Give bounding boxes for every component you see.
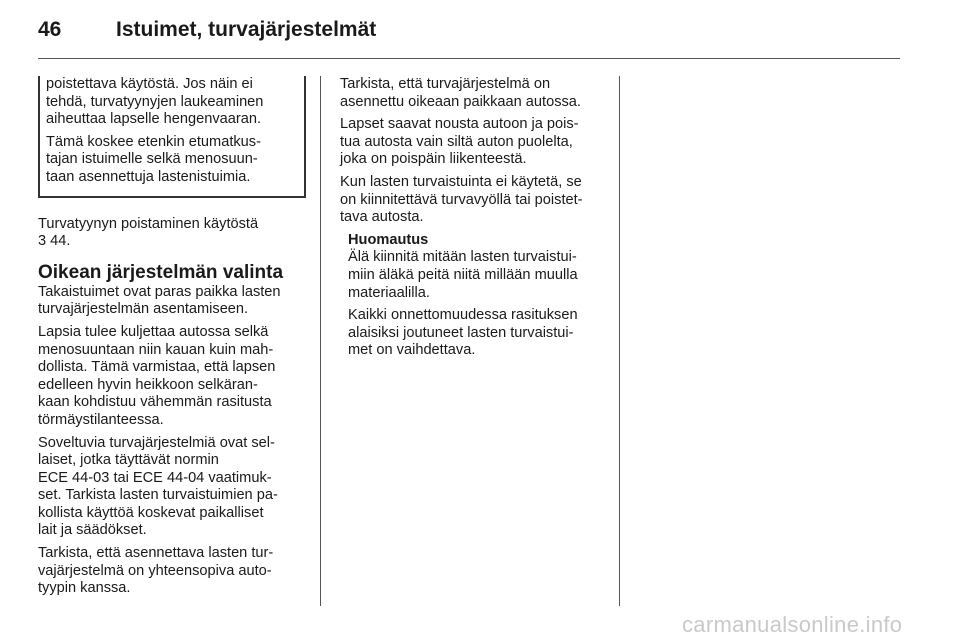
paragraph: Tarkista, että asennettava lasten tur- vajärjestelmä on yhteensopiva auto- tyypin kanssa. — [38, 545, 274, 597]
section-heading: Oikean järjestelmän valinta — [38, 261, 284, 283]
warning-box — [38, 76, 306, 198]
note-block — [340, 232, 608, 360]
paragraph: Soveltuvia turvajärjestelmiä ovat sel- laiset, jotka täyttävät normin ECE 44-03 tai ECE 44-04 vaatimuk- set. Tarkista lasten turvaistuimien pa- kollista käyttöä koskevat paikalliset lait ja säädökset. — [38, 434, 278, 539]
warning-paragraph-1: poistettava käytöstä. Jos näin ei tehdä, turvatyynyjen laukeaminen aiheuttaa lapselle hengenvaaran. — [46, 76, 264, 128]
page-title: Istuimet, turvajärjestelmät — [116, 18, 377, 41]
column-divider-1 — [320, 76, 321, 606]
paragraph: Lapsia tulee kuljettaa autossa selkä menosuuntaan niin kauan kuin mah- dollista. Tämä varmistaa, että lapsen edelleen hyvin heikkoon selkäran- kaan kohdistuu vähemmän rasitusta törmäystilanteessa. — [38, 323, 276, 428]
header-divider — [38, 58, 900, 59]
note-title: Huomautus — [348, 231, 429, 248]
column-left — [38, 76, 306, 603]
paragraph: Takaistuimet ovat paras paikka lasten turvajärjestelmän asentamiseen. — [38, 283, 281, 318]
column-middle — [340, 76, 608, 365]
reference-page-link[interactable]: 44. — [46, 233, 71, 250]
paragraph: Lapset saavat nousta autoon ja pois- tua autosta vain siltä auton puolelta, joka on poispäin liikenteestä. — [340, 116, 579, 168]
note-paragraph-1: Älä kiinnitä mitään lasten turvaistui- miin äläkä peitä niitä millään muulla materiaalilla. — [348, 249, 578, 301]
column-divider-2 — [619, 76, 620, 606]
page-number: 46 — [38, 18, 62, 41]
page-reference-arrow-icon: 3 — [38, 233, 47, 250]
warning-paragraph-2: Tämä koskee etenkin etumatkus- tajan istuimelle selkä menosuun- taan asennettuja lastenistuimia. — [46, 133, 261, 185]
reference-text: Turvatyynyn poistaminen käytöstä — [38, 215, 259, 232]
paragraph: Kun lasten turvaistuinta ei käytetä, se on kiinnitettävä turvavyöllä tai poistet- tava autosta. — [340, 173, 583, 226]
paragraph: Tarkista, että turvajärjestelmä on asennettu oikeaan paikkaan autossa. — [340, 76, 581, 110]
watermark: carmanualsonline.info — [682, 612, 903, 637]
page-header — [38, 18, 376, 50]
note-paragraph-2: Kaikki onnettomuudessa rasituksen alaisiksi joutuneet lasten turvaistui- met on vaihdettava. — [348, 307, 578, 359]
airbag-reference — [38, 216, 306, 251]
